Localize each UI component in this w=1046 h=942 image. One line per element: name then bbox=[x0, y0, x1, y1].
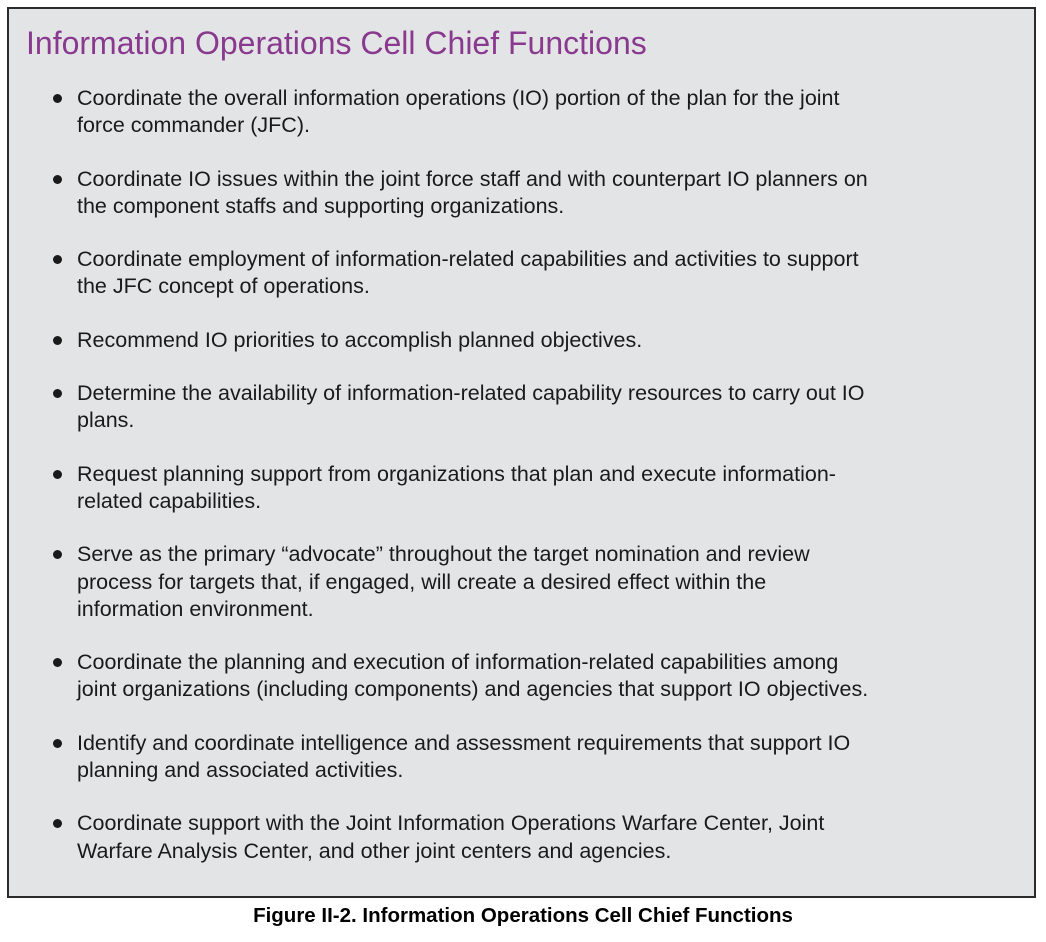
bullet-icon bbox=[53, 336, 62, 345]
list-item-line: Coordinate IO issues within the joint force staff and with counterpart IO planners on bbox=[77, 166, 868, 191]
list-item-text bbox=[77, 380, 974, 435]
list-item-line: plans. bbox=[77, 408, 135, 433]
list-item-line: Request planning support from organizations that plan and execute information- bbox=[77, 461, 836, 486]
list-item bbox=[9, 166, 1034, 221]
list-item-line: the component staffs and supporting organizations. bbox=[77, 193, 565, 218]
list-item-line: Identify and coordinate intelligence and assessment requirements that support IO bbox=[77, 730, 851, 755]
bullet-icon bbox=[53, 94, 62, 103]
list-item bbox=[9, 327, 1034, 354]
list-item bbox=[9, 246, 1034, 301]
bullet-icon bbox=[53, 550, 62, 559]
list-item-line: Coordinate support with the Joint Information Operations Warfare Center, Joint bbox=[77, 811, 825, 836]
list-item-text bbox=[77, 649, 974, 704]
bullet-icon bbox=[53, 658, 62, 667]
list-item bbox=[9, 461, 1034, 516]
list-item bbox=[9, 810, 1034, 865]
list-item-text bbox=[77, 461, 974, 516]
list-item-line: Serve as the primary “advocate” throughout the target nomination and review bbox=[77, 542, 810, 567]
list-item-line: Determine the availability of information-related capability resources to carry out IO bbox=[77, 381, 865, 406]
list-item bbox=[9, 649, 1034, 704]
list-item-text bbox=[77, 85, 974, 140]
bullet-icon bbox=[53, 389, 62, 398]
bullet-icon bbox=[53, 739, 62, 748]
list-item-line: Coordinate employment of information-related capabilities and activities to support bbox=[77, 247, 859, 272]
figure-box bbox=[7, 7, 1036, 898]
list-item-line: Warfare Analysis Center, and other joint centers and agencies. bbox=[77, 838, 672, 863]
bullet-icon bbox=[53, 255, 62, 264]
list-item-line: planning and associated activities. bbox=[77, 758, 404, 783]
list-item-text bbox=[77, 810, 974, 865]
list-item-line: force commander (JFC). bbox=[77, 113, 310, 138]
list-item bbox=[9, 85, 1034, 140]
bullet-list bbox=[9, 85, 1034, 891]
list-item bbox=[9, 730, 1034, 785]
list-item-line: Coordinate the planning and execution of information-related capabilities among bbox=[77, 650, 839, 675]
bullet-icon bbox=[53, 175, 62, 184]
list-item-line: process for targets that, if engaged, will create a desired effect within the bbox=[77, 569, 767, 594]
list-item-line: the JFC concept of operations. bbox=[77, 274, 370, 299]
list-item-text bbox=[77, 246, 974, 301]
list-item-line: joint organizations (including components) and agencies that support IO objectives. bbox=[77, 677, 869, 702]
bullet-icon bbox=[53, 470, 62, 479]
list-item-line: information environment. bbox=[77, 596, 314, 621]
list-item-text bbox=[77, 541, 974, 623]
list-item-line: Recommend IO priorities to accomplish planned objectives. bbox=[77, 327, 643, 352]
list-item-text bbox=[77, 166, 974, 221]
list-item-text bbox=[77, 730, 974, 785]
list-item-line: Coordinate the overall information operations (IO) portion of the plan for the joint bbox=[77, 86, 840, 110]
list-item-text bbox=[77, 327, 974, 354]
box-title: Information Operations Cell Chief Functions bbox=[26, 25, 647, 61]
figure-caption: Figure II-2. Information Operations Cell Chief Functions bbox=[253, 904, 793, 927]
bullet-icon bbox=[53, 819, 62, 828]
list-item bbox=[9, 541, 1034, 623]
list-item-line: related capabilities. bbox=[77, 488, 262, 513]
list-item bbox=[9, 380, 1034, 435]
